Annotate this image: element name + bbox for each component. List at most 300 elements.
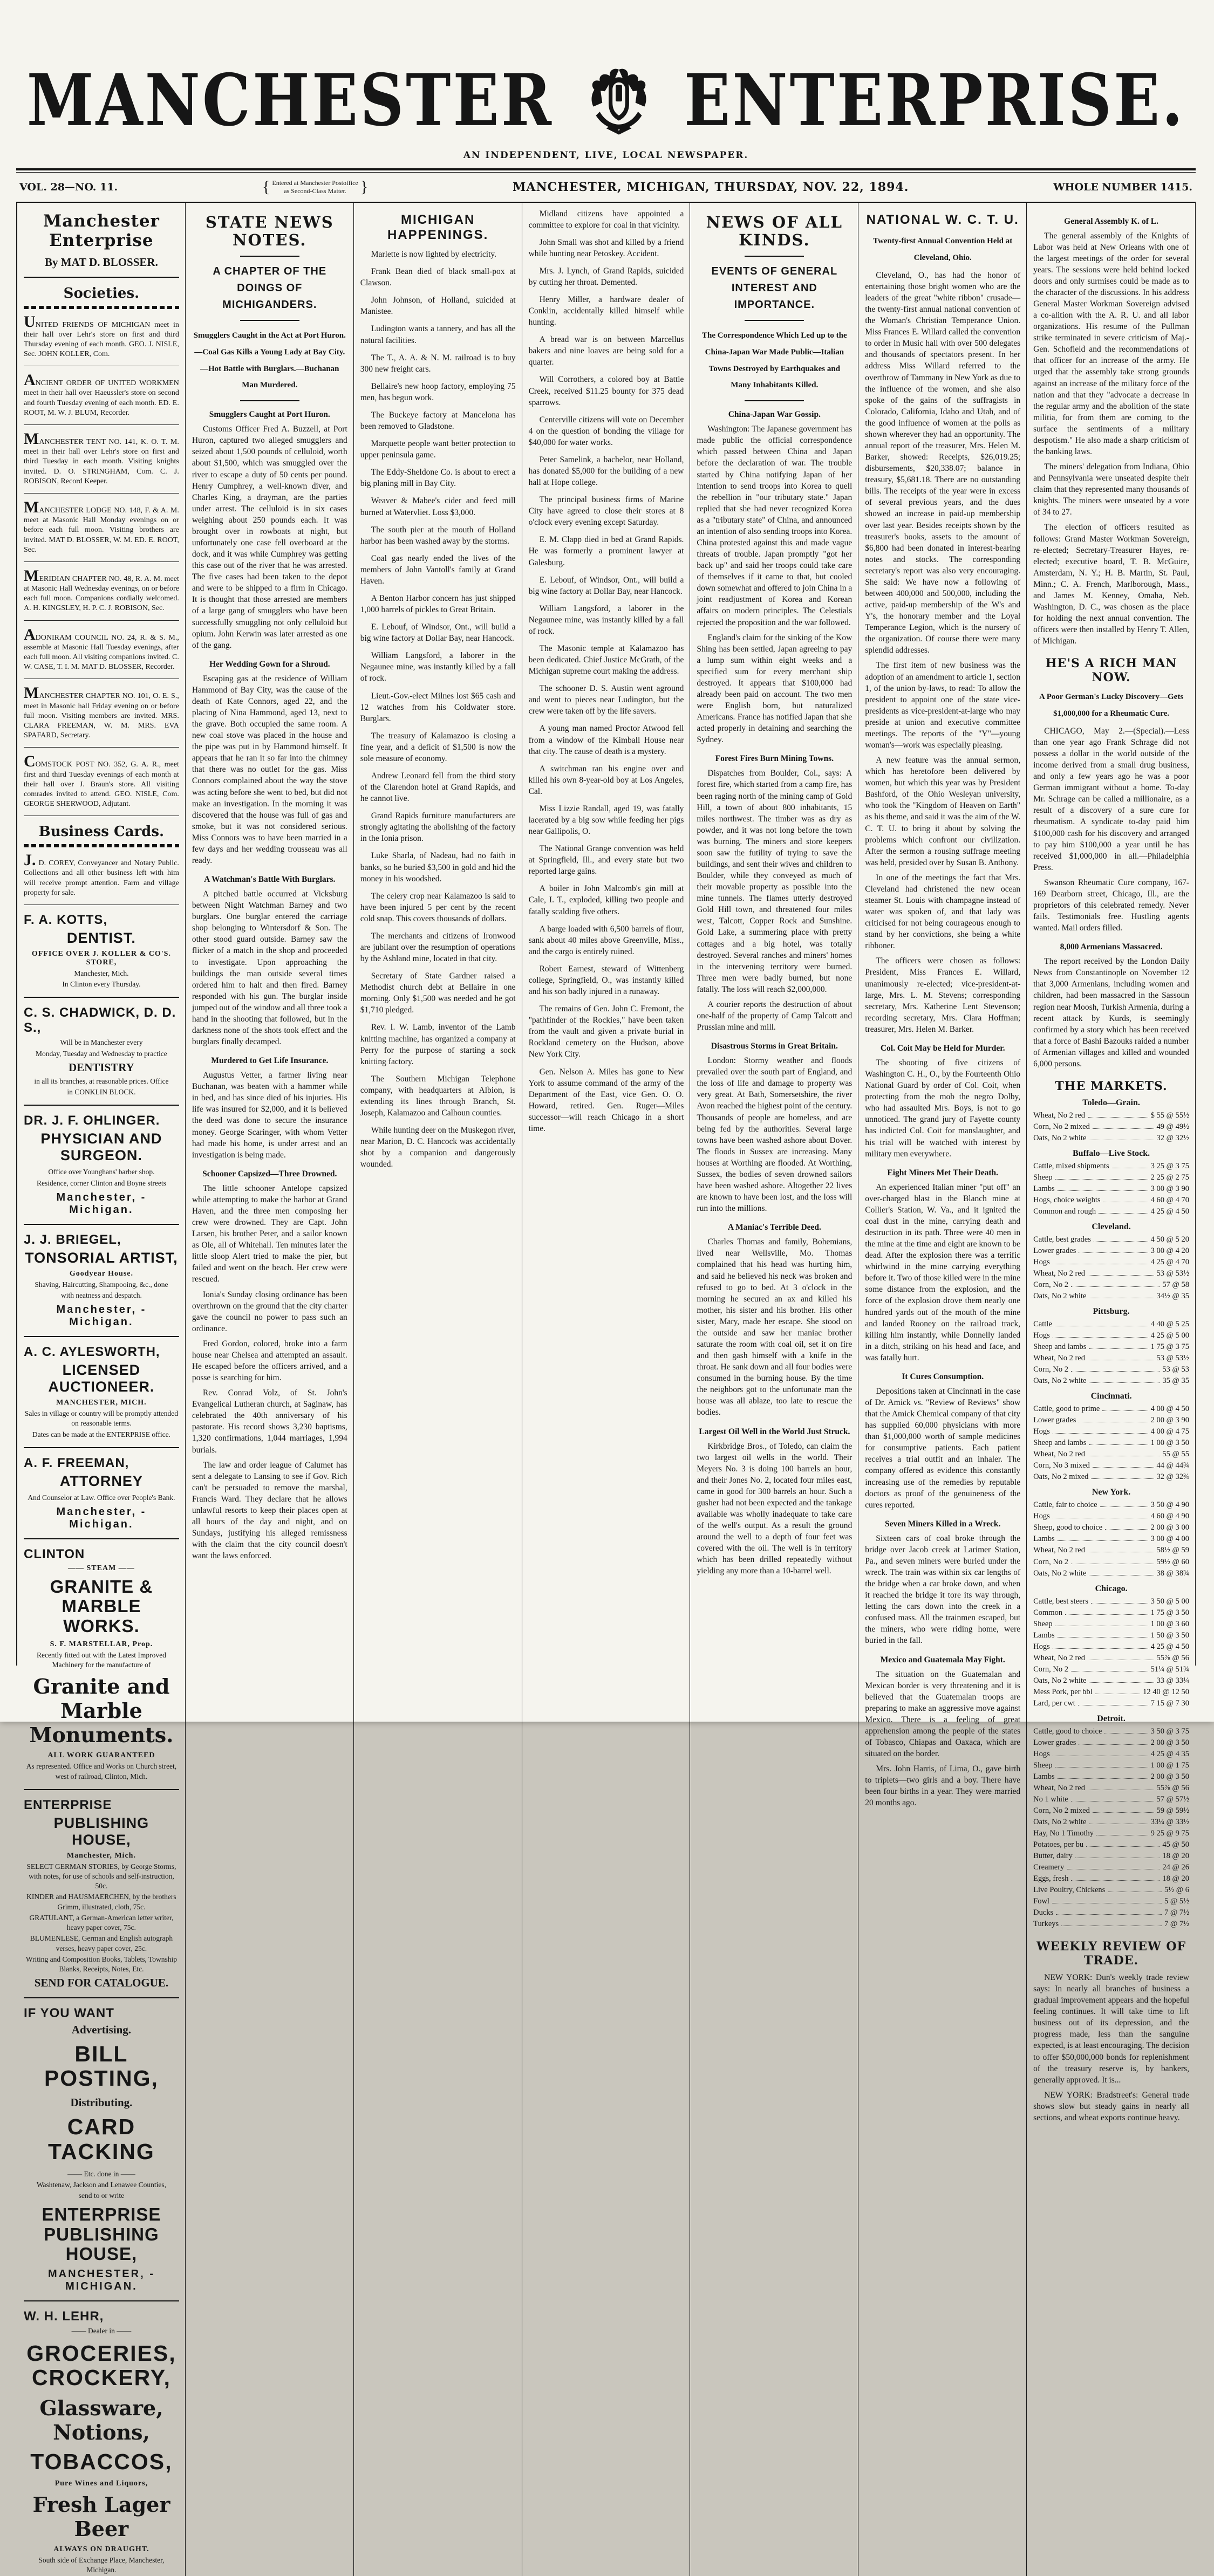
article-heading: Seven Miners Killed in a Wreck. — [865, 1519, 1020, 1529]
leader-dots — [1094, 1241, 1148, 1242]
society-entry: ANCIENT ORDER OF UNITED WORKMEN meet in their hall over Haeussler's store on second and fourth Tuesday evening of each month. ED. E. ROOT, M. W. J. BLUM, Recorder. — [24, 374, 179, 425]
masthead-title-left: MANCHESTER — [27, 65, 554, 136]
ad-line: PHYSICIAN AND SURGEON. — [24, 1131, 179, 1164]
news-brief: A Benton Harbor concern has just shipped 1,000 barrels of pickles to Great Britain. — [360, 593, 516, 615]
society-entry: MANCHESTER CHAPTER NO. 101, O. E. S., meet in Masonic hall Friday evening on or before full moon. Visiting members are invited. MRS. CLARA FREEMAN, W. M. MRS. EVA SPAFARD, Secretary. — [24, 687, 179, 748]
market-row — [1033, 1437, 1189, 1449]
market-city-heading: Detroit. — [1033, 1714, 1189, 1724]
market-row — [1033, 1499, 1189, 1511]
market-item-name: Turkeys — [1033, 1919, 1059, 1930]
market-item-range: 7 15 @ 7 30 — [1151, 1698, 1189, 1709]
article-heading: Schooner Capsized—Three Drowned. — [192, 1169, 347, 1179]
market-item-range: 3 25 @ 3 75 — [1151, 1161, 1189, 1172]
market-row — [1033, 1426, 1189, 1437]
market-item-name: Cattle, best grades — [1033, 1234, 1091, 1245]
article-paragraph: A pitched battle occurred at Vicksburg between Night Watchman Barney and two burglars. One burglar entered the carriage shop belonging to Wintersdorf & Son. The other stood guard outside. Barney saw the flicker of a match in the shop and proceeded to investigate. Upon approaching the buildings the man outside several times ordered him to halt and then fired. Barney responded with his gun. The burglar inside jumped out of the window and all three took a hand in the shooting that followed, but in the darkness none of the shots took effect and the burglars finally decamped. — [192, 888, 347, 1047]
market-item-name: Wheat, No 2 red — [1033, 1449, 1085, 1460]
column-5-news-of-all-kinds — [690, 203, 858, 2576]
leader-dots — [1058, 1778, 1148, 1779]
market-item-range: 51¼ @ 51¾ — [1151, 1664, 1189, 1675]
ad-line: OFFICE OVER J. KOLLER & CO'S. STORE, — [24, 950, 179, 967]
market-row — [1033, 1183, 1189, 1195]
leader-dots — [1091, 1603, 1148, 1604]
article-heading: Forest Fires Burn Mining Towns. — [697, 754, 852, 764]
market-item-range: 58½ @ 59 — [1157, 1545, 1189, 1556]
article-heading: A Maniac's Terrible Deed. — [697, 1223, 852, 1232]
news-brief: Ludington wants a tannery, and has all the natural facilities. — [360, 323, 516, 346]
ad-line: A. C. AYLESWORTH, — [24, 1345, 179, 1360]
market-item-name: Hogs — [1033, 1426, 1050, 1437]
news-brief: William Langsford, a laborer in the Negaunee mine, was instantly killed by a fall of rock. — [360, 650, 516, 684]
ad-line: In Clinton every Thursday. — [24, 979, 179, 989]
ad-line: Writing and Composition Books, Tablets, Township Blanks, Receipts, Notes, Etc. — [24, 1955, 179, 1974]
divider-rule — [24, 1538, 179, 1539]
market-item-name: Hogs — [1033, 1257, 1050, 1268]
ad-line: Manchester, Mich. — [24, 969, 179, 978]
article-paragraph: A courier reports the destruction of about one-half of the property of Camp Talcott and Prussian mine and mill. — [697, 999, 852, 1033]
news-brief: E. Lebouf, of Windsor, Ont., will build a big wine factory at Dollar Bay, near Hancock. — [529, 574, 684, 597]
section-subtitle: A CHAPTER OF THE DOINGS OF MICHIGANDERS. — [192, 263, 347, 313]
page-inner — [16, 23, 1196, 1709]
market-item-range: 3 50 @ 3 75 — [1151, 1726, 1189, 1737]
market-item-range: 5½ @ 6 — [1164, 1885, 1189, 1896]
market-item-range: 1 75 @ 3 75 — [1151, 1341, 1189, 1353]
article-heading: Col. Coit May be Held for Murder. — [865, 1044, 1020, 1053]
market-row — [1033, 1471, 1189, 1483]
news-brief: The principal business firms of Marine City have agreed to close their stores at 8 o'clock every evening except Saturday. — [529, 494, 684, 528]
ad-line: Goodyear House. — [24, 1270, 179, 1278]
divider-rule — [745, 320, 804, 321]
news-brief: Coal gas nearly ended the lives of the members of John Vantoll's family at Grand Haven. — [360, 553, 516, 587]
market-item-name: Corn, No 2 mixed — [1033, 1121, 1090, 1133]
market-row — [1033, 1664, 1189, 1675]
market-item-range: 7 @ 7½ — [1164, 1907, 1189, 1919]
entered-notice — [262, 177, 368, 197]
ad-line: Washtenaw, Jackson and Lenawee Counties, — [24, 2180, 179, 2190]
market-item-range: 4 40 @ 5 25 — [1151, 1319, 1189, 1330]
news-brief: While hunting deer on the Muskegon river, near Marion, D. C. Hancock was accidentally shot by a companion and dangerously wounded. — [360, 1125, 516, 1170]
news-brief: Rev. I. W. Lamb, inventor of the Lamb knitting machine, has organized a company at Perry for the purpose of starting a sock knitting factory. — [360, 1022, 516, 1067]
ad-line: Manchester, Mich. — [24, 1852, 179, 1860]
market-item-name: Hogs — [1033, 1749, 1050, 1760]
market-item-range: 4 50 @ 5 20 — [1151, 1234, 1189, 1245]
news-brief: The celery crop near Kalamazoo is said to have been injured 5 per cent by the recent cold snap. This covers thousands of dollars. — [360, 890, 516, 924]
article-paragraph: NEW YORK: Bradstreet's: General trade shows slow but steady gains in nearly all sections, and wheat exports continue heavy. — [1033, 2089, 1189, 2123]
news-brief: Will Corrothers, a colored boy at Battle Creek, received $11.25 bounty for 375 dead sparrows. — [529, 374, 684, 408]
article-heading: A Watchman's Battle With Burglars. — [192, 875, 347, 885]
news-brief: Grand Rapids furniture manufacturers are strongly agitating the abolishing of the factory in the Ionia prison. — [360, 810, 516, 844]
leader-dots — [1058, 1540, 1148, 1541]
market-item-name: Sheep and lambs — [1033, 1341, 1086, 1353]
market-item-name: Cattle, mixed shipments — [1033, 1161, 1109, 1172]
market-row — [1033, 1641, 1189, 1653]
market-item-range: 49 @ 49½ — [1157, 1121, 1189, 1133]
market-item-range: 33 @ 33¼ — [1157, 1675, 1189, 1687]
ad-line: Pure Wines and Liquors, — [24, 2479, 179, 2488]
ad-line: LICENSED AUCTIONEER. — [24, 1362, 179, 1395]
market-item-range: 2 00 @ 3 00 — [1151, 1522, 1189, 1533]
market-city-heading: Toledo—Grain. — [1033, 1098, 1189, 1108]
news-brief: The south pier at the mouth of Holland harbor has been washed away by the storms. — [360, 524, 516, 547]
article-paragraph: Mrs. John Harris, of Lima, O., gave birth to triplets—two girls and a boy. There have been four births in a year. They were married 20 months ago. — [865, 1763, 1020, 1808]
column-1-business-cards — [17, 203, 186, 2576]
market-row — [1033, 1330, 1189, 1341]
article-paragraph: Fred Gordon, colored, broke into a farm house near Chelsea and attempted an assault. He escaped before the officers arrived, and a posse is searching for him. — [192, 1338, 347, 1383]
news-brief: Luke Sharla, of Nadeau, had no faith in banks, so he buried $3,500 in gold and hid the money in his woodshed. — [360, 850, 516, 884]
ad-line: Residence, corner Clinton and Boyne streets — [24, 1179, 179, 1188]
market-row — [1033, 1279, 1189, 1291]
market-item-name: Potatoes, per bu — [1033, 1839, 1083, 1851]
article-heading: Murdered to Get Life Insurance. — [192, 1056, 347, 1066]
market-row — [1033, 1557, 1189, 1568]
market-item-name: Hogs — [1033, 1511, 1050, 1522]
market-row — [1033, 1896, 1189, 1907]
article-heading: Disastrous Storms in Great Britain. — [697, 1042, 852, 1051]
market-row — [1033, 1206, 1189, 1217]
ad-line: ENTERPRISE — [24, 1798, 179, 1813]
news-brief: A boiler in John Malcomb's gin mill at Cale, I. T., exploded, killing two people and fatally scalding five others. — [529, 883, 684, 917]
column-6-national-wctu — [858, 203, 1027, 2576]
article-heading: 8,000 Armenians Massacred. — [1033, 942, 1189, 952]
market-item-range: 24 @ 26 — [1162, 1862, 1189, 1873]
ad-line: F. A. KOTTS, — [24, 913, 179, 928]
ad-line: —— Etc. done in —— — [24, 2169, 179, 2179]
market-row — [1033, 1403, 1189, 1415]
leader-dots — [1093, 1812, 1154, 1813]
market-item-range: 2 25 @ 2 75 — [1151, 1172, 1189, 1183]
market-item-name: Common — [1033, 1607, 1062, 1619]
market-item-range: 3 00 @ 4 00 — [1151, 1533, 1189, 1545]
market-row — [1033, 1257, 1189, 1268]
market-row — [1033, 1862, 1189, 1873]
article-paragraph: Washington: The Japanese government has made public the official correspondence which passed between China and Japan before the declaration of war. The trouble started by China notifying Japan of her intention to send troops into Korea to quell the rebellion in "our tributary state." Japan replied that she had never recognized Korea as a "tributary state" of China, and announced an intention of also sending troops into Korea. China protested against this and made vague threats of trouble. Japan promptly "got her back up" and said her troops could take care of themselves if it came to that, but cooled down somewhat and offered to join China in a joint readjustment of Korea and Korean affairs on modern principles. The Celestials rejected the proposition and the war followed. — [697, 423, 852, 628]
news-brief: The remains of Gen. John C. Fremont, the "pathfinder of the Rockies," have been taken from the vault and given a private burial in Rockland cemetery on the Hudson, above New York City. — [529, 1003, 684, 1060]
article-deck: Twenty-first Annual Convention Held at Cleveland, Ohio. — [866, 233, 1019, 266]
article-paragraph: Kirkbridge Bros., of Toledo, can claim the two largest oil wells in the world. Their Meyers No. 3 is doing 100 barrels an hour, and their Jones No. 2, located four miles east, came in good for 300 barrels an hour. Such a gusher had not been expected and the tankage available was wholly inadequate to take care of the well's output. As a result the ground around the well to a depth of four feet was covered with the oil. The well is in territory which has been drilled repeatedly without yielding any more than a 10-barrel well. — [697, 1441, 852, 1577]
article-paragraph: The report received by the London Daily News from Constantinople on November 12 that 3,000 Armenians, including women and children, had been massacred in the Sassoun region near Moosh, Turkish Armenia, during a recent attack by Kurds, is seemingly confirmed by a story which has been received that a force of Bashi Bazouks raided a number of Armenian villages and killed and wounded 6,000 persons. — [1033, 956, 1189, 1070]
paper-name-card: Manchester Enterprise — [24, 211, 179, 250]
leader-dots — [1058, 1637, 1148, 1638]
market-item-range: 57 @ 57½ — [1157, 1794, 1189, 1805]
ad-line: DENTISTRY — [24, 1061, 179, 1074]
market-item-name: Corn, No 2 — [1033, 1557, 1068, 1568]
news-brief: Henry Miller, a hardware dealer of Conklin, accidentally killed himself while hunting. — [529, 294, 684, 328]
ad-line: GROCERIES, CROCKERY, — [24, 2341, 179, 2390]
column-section-title: Business Cards. — [24, 824, 179, 840]
market-item-name: Lower grades — [1033, 1737, 1076, 1749]
news-brief: E. Lebouf, of Windsor, Ont., will build a big wine factory at Dollar Bay, near Hancock. — [360, 621, 516, 644]
ad-line: ATTORNEY — [24, 1473, 179, 1490]
leader-dots — [1089, 1348, 1148, 1349]
ad-line: KINDER and HAUSMAERCHEN, by the brothers Grimm, illustrated, cloth, 75c. — [24, 1892, 179, 1912]
market-item-name: Oats, No 2 white — [1033, 1133, 1086, 1144]
market-item-name: Sheep, good to choice — [1033, 1522, 1102, 1533]
market-item-range: 32 @ 32½ — [1157, 1133, 1189, 1144]
market-item-range: 35 @ 35 — [1162, 1375, 1189, 1387]
market-row — [1033, 1794, 1189, 1805]
divider-rule — [24, 1447, 179, 1448]
ad-line: in all its branches, at reasonable prices. Office — [24, 1077, 179, 1086]
masthead — [16, 66, 1196, 136]
news-brief: Bellaire's new hoop factory, employing 75 men, has begun work. — [360, 381, 516, 403]
article-paragraph: Charles Thomas and family, Bohemians, lived near Wellsville, Mo. Thomas complained that his head was hurting him, and said he believed his neck was broken and refused to go to bed. At 3 o'clock in the morning he secured an ax and killed his mother, his sister and his brother. His other sister, Mary, made her escape. She stood on the outside and saw her maniac brother saturate the room with coal oil, set it on fire and then gash himself with a knife in the throat. He sank down and all four bodies were consumed in the burning house. By the time the neighbors got to the unfortunate man the house was all ablaze, too late to rescue the bodies. — [697, 1236, 852, 1418]
market-item-name: Wheat, No 2 red — [1033, 1353, 1085, 1364]
divider-rule — [24, 997, 179, 998]
market-item-range: 4 60 @ 4 70 — [1151, 1195, 1189, 1206]
news-brief: The National Grange convention was held at Springfield, Ill., and every state but two reported large gains. — [529, 843, 684, 877]
market-row — [1033, 1675, 1189, 1687]
market-item-range: 4 60 @ 4 90 — [1151, 1511, 1189, 1522]
market-item-name: Wheat, No 2 red — [1033, 1545, 1085, 1556]
market-city-heading: Chicago. — [1033, 1584, 1189, 1594]
market-item-range: 1 00 @ 1 75 — [1151, 1760, 1189, 1771]
ad-line: in CONKLIN BLOCK. — [24, 1087, 179, 1097]
column-3-michigan-happenings — [354, 203, 522, 2576]
market-row — [1033, 1687, 1189, 1698]
leader-dots — [1102, 1410, 1148, 1411]
ad-line: TONSORIAL ARTIST, — [24, 1250, 179, 1266]
market-item-name: Cattle, fair to choice — [1033, 1499, 1097, 1511]
market-item-name: Hogs, choice weights — [1033, 1195, 1100, 1206]
article-paragraph: The election of officers resulted as follows: Grand Master Workman Sovereign, re-elected; Secretary-Treasurer Hayes, re-elected; executive board, T. B. McGuire, Amsterdam, N. Y.; H. B. Martin, St. Paul, Minn.; C. A. French, Marlborough, Mass., and James M. Kenney, Omaha, Neb. Washington, D. C., was chosen as the place for holding the next annual convention. The officers were then installed by Henry T. Allen, of Michigan. — [1033, 522, 1189, 647]
market-item-range: 4 25 @ 4 50 — [1151, 1641, 1189, 1653]
market-item-range: 55⅞ @ 56 — [1157, 1783, 1189, 1794]
ad-line: GRANITE & MARBLE WORKS. — [24, 1577, 179, 1636]
article-paragraph: The shooting of five citizens of Washington C. H., O., by the Fourteenth Ohio National Guard by order of Col. Coit, when protecting from the mob the negro Dolby, who had assaulted Mrs. Boys, is not to go unnoticed. The grand jury of Fayette county has indicted Col. Coit for manslaughter, and his trial will be watched with interest by military men everywhere. — [865, 1057, 1020, 1160]
ad-line: Office over Younghans' barber shop. — [24, 1167, 179, 1177]
market-row — [1033, 1353, 1189, 1364]
market-item-name: Wheat, No 2 red — [1033, 1653, 1085, 1664]
society-entry: COMSTOCK POST NO. 352, G. A. R., meet first and third Tuesday evenings of each month at their hall over J. Braun's store. All visiting comrades invited to attend. GEO. NISLE, Com. GEORGE SHERWOOD, Adjutant. — [24, 755, 179, 816]
leader-dots — [1058, 1190, 1148, 1191]
market-city-heading: New York. — [1033, 1488, 1189, 1497]
news-brief: John Johnson, of Holland, suicided at Manistee. — [360, 294, 516, 317]
ad-line: Distributing. — [24, 2096, 179, 2109]
ad-line: Manchester, - Michigan. — [24, 1304, 179, 1328]
ad-line: By MAT D. BLOSSER. — [24, 256, 179, 269]
market-item-range: 2 00 @ 3 50 — [1151, 1737, 1189, 1749]
leader-dots — [1088, 1117, 1148, 1118]
market-item-name: Corn, No 2 — [1033, 1279, 1068, 1291]
article-paragraph: Customs Officer Fred A. Buzzell, at Port Huron, captured two alleged smugglers and seized about 1,500 pounds of celluloid, worth about $1,500, which was smuggled over the river to escape a duty of 50 cents per pound. Henry Cumphrey, a well-known diver, and Charles King, a drayman, are the parties under arrest. The celluloid is in six cases weighing about 250 pounds each. It was brought over in rowboats at night, but unfortunately one case fell overboard at the dock, and it was while Cumphrey was getting this case out of the river that he was arrested. The five cases had been taken to the depot and were to be shipped to a firm in Chicago. It is thought that those arrested are members of a large gang of smugglers who have been successfully smuggling not only celluloid but opium. John Kerwin was later arrested as one of the gang. — [192, 423, 347, 651]
ad-line: GRATULANT, a German-American letter writer, heavy paper cover, 75c. — [24, 1913, 179, 1933]
leader-dots — [1093, 1128, 1154, 1129]
leader-dots — [1056, 1914, 1162, 1915]
news-brief: The merchants and citizens of Ironwood are jubilant over the resumption of operations by the Ashland mine, located in that city. — [360, 930, 516, 964]
article-paragraph: The general assembly of the Knights of Labor was held at New Orleans with one of the largest meetings of the order for several years. The sessions were held behind locked doors and only surmises could be made as to the character of the discussions. In his address General Master Workman Sovereign advised a co-alition with the A. R. U. and all labor organizations. His resume of the Pullman strike terminated in severe criticism of Maj.-Gen. Schofield and the recommendations of that officer for an increase of the army. He urged that the assembly take strong grounds against an increase of the military force of the nation and that they "advocate a decrease in the regular army and the abolition of the state militia, for from them are coming to the surface the sentiments of a military despotism." He also made a sharp criticism of the banking laws. — [1033, 230, 1189, 458]
ad-line: MANCHESTER, MICH. — [24, 1399, 179, 1407]
divider-rule — [240, 400, 299, 401]
market-item-name: Oats, No 2 white — [1033, 1291, 1086, 1302]
article-heading: Mexico and Guatemala May Fight. — [865, 1655, 1020, 1665]
ad-line: DENTIST. — [24, 930, 179, 947]
market-item-range: 4 00 @ 4 50 — [1151, 1403, 1189, 1415]
market-city-heading: Buffalo—Live Stock. — [1033, 1149, 1189, 1159]
market-item-range: 7 @ 7½ — [1164, 1919, 1189, 1930]
ad-line: SELECT GERMAN STORIES, by George Storms, with notes, for use of schools and self-instruction, 50c. — [24, 1862, 179, 1892]
market-item-name: Corn, No 2 mixed — [1033, 1805, 1090, 1817]
ad-line: Will be in Manchester every — [24, 1038, 179, 1047]
leader-dots — [1089, 1382, 1160, 1383]
society-entry: MERIDIAN CHAPTER NO. 48, R. A. M. meet at Masonic Hall Wednesday evenings, on or before each full moon. Companions cordially welcomed. A. H. KINGSLEY, H. P. C. J. ROBISON, Sec. — [24, 570, 179, 621]
left-brace-glyph: { — [262, 177, 270, 197]
article-heading: Eight Miners Met Their Death. — [865, 1168, 1020, 1178]
market-item-range: 45 @ 50 — [1162, 1839, 1189, 1851]
article-paragraph: Escaping gas at the residence of William Hammond of Bay City, was the cause of the death of Kate Connors, aged 22, and the placing of Nina Hammond, aged 13, next to the grave. Both occupied the same room. A new coal stove was placed in the house and the pipe was put in by Hammond himself. It appears that he ran it so far into the chimney that there was no outlet for the gas. Miss Connors complained about the way the stove was acting before she went to bed, but did not make an investigation. In the morning it was discovered that the house was full of gas and smoke, but it was not considered serious. Miss Connors was to have been married in a few days and her wedding trousseau was all ready. — [192, 673, 347, 866]
ad-line: send to or write — [24, 2191, 179, 2201]
society-entry: J. D. COREY, Conveyancer and Notary Public. Collections and all other business left with him will receive prompt attention. Farm and village property for sale. — [24, 854, 179, 905]
divider-rule — [24, 1997, 179, 1998]
market-item-range: 18 @ 20 — [1162, 1873, 1189, 1885]
ad-line: with neatness and despatch. — [24, 1291, 179, 1300]
market-row — [1033, 1511, 1189, 1522]
market-item-range: 53 @ 53½ — [1157, 1353, 1189, 1364]
leader-dots — [1089, 1444, 1148, 1445]
market-row — [1033, 1319, 1189, 1330]
market-row — [1033, 1522, 1189, 1533]
market-item-range: 4 25 @ 5 00 — [1151, 1330, 1189, 1341]
news-brief: Marlette is now lighted by electricity. — [360, 249, 516, 260]
market-item-range: 33¼ @ 33½ — [1151, 1817, 1189, 1828]
market-row — [1033, 1873, 1189, 1885]
news-brief: The Southern Michigan Telephone company, with headquarters at Albion, is extending its lines through Branch, St. Joseph, Kalamazoo and Calhoun counties. — [360, 1073, 516, 1119]
market-item-name: Creamery — [1033, 1862, 1064, 1873]
market-row — [1033, 1885, 1189, 1896]
market-item-range: 44 @ 44¾ — [1157, 1460, 1189, 1471]
market-item-range: 2 00 @ 3 90 — [1151, 1415, 1189, 1426]
leader-dots — [1053, 1648, 1148, 1649]
article-paragraph: Cleveland, O., has had the honor of entertaining those bright women who are the leaders of the great "white ribbon" crusade—the twenty-first annual national convention of the Woman's Christian Temperance Union. Miss Frances E. Willard called the convention to order in Music hall with over 500 delegates and thousands of spectators present. In her address Miss Willard referred to the overthrow of Tammany in New York as due to the influence of the women, and she also spoke of the gains of the suffragists in Colorado, California, Idaho and Utah, and of the good influence of women at the polls as shown wherever they had an opportunity. The annual report of the treasurer, Mrs. Helen M. Barker, showed: Receipts, $26,019.25; disbursements, $20,338.07; balance in treasury, $5,681.18. There are no outstanding bills. The receipts of the year were in excess of several previous years, and the dues showed an increase in paid-up membership over last year. Besides receipts shown by the treasurer's books, assets to the amount of $6,800 had been donated in interest-bearing notes and stocks. The corresponding secretary's report was also very encouraging. She said: We have now a following of between 400,000 and 500,000, including the active, paid-up membership of the W's and Y's, the honorary member and the Loyal Temperance Legion, which is the nursery of the organization. Of course there were many splendid addresses. — [865, 270, 1020, 656]
market-row — [1033, 1291, 1189, 1302]
market-item-range: 5 @ 5½ — [1164, 1896, 1189, 1907]
masthead-double-rule — [16, 168, 1196, 173]
ad-line: Glassware, Notions, — [24, 2396, 179, 2444]
article-paragraph: The miners' delegation from Indiana, Ohio and Pennsylvania were unseated despite their claim that they represented many thousands of knights. The miners were unseated by a vote of 34 to 27. — [1033, 461, 1189, 518]
news-brief: A young man named Proctor Atwood fell from a window of the Kimball House near that city. The cause of death is a mystery. — [529, 723, 684, 757]
news-brief: A bread war is on between Marcellus bakers and nine loaves are being sold for a quarter. — [529, 334, 684, 368]
market-row — [1033, 1630, 1189, 1641]
market-row — [1033, 1415, 1189, 1426]
news-brief: A barge loaded with 6,500 barrels of flour, sank about 40 miles above Greenville, Miss., and the cargo is entirely ruined. — [529, 923, 684, 957]
leader-dots — [1089, 1682, 1154, 1683]
article-paragraph: The situation on the Guatemalan and Mexican border is very threatening and it is believed that the Guatemalan troops are preparing to make an aggressive move against Mexico. There is a feeling of great apprehension among the people of the states of Tobasco, Chiapas and Oaxaca, which are situated on the border. — [865, 1669, 1020, 1760]
divider-rule — [240, 320, 299, 321]
divider-rule — [24, 1105, 179, 1106]
market-item-name: Mess Pork, per bbl — [1033, 1687, 1093, 1698]
article-paragraph: Rev. Conrad Volz, of St. John's Evangelical Lutheran church, at Saginaw, has celebrated the 40th anniversary of his pastorate. His record shows 3,230 baptisms, 1,320 confirmations, 1,044 marriages, 1,994 burials. — [192, 1387, 347, 1455]
market-item-name: Lambs — [1033, 1533, 1054, 1545]
society-entry: ADONIRAM COUNCIL NO. 24, R. & S. M., assemble at Masonic Hall Tuesday evenings, after each full moon. All visiting companions invited. C. W. CASE, T. I. M. MAT D. BLOSSER, Recorder. — [24, 628, 179, 680]
divider-rule — [745, 400, 804, 401]
market-row — [1033, 1133, 1189, 1144]
market-item-name: Sheep and lambs — [1033, 1437, 1086, 1449]
market-item-name: Corn, No 2 — [1033, 1664, 1068, 1675]
ad-line: Recently fitted out with the Latest Improved Machinery for the manufacture of — [24, 1650, 179, 1670]
market-item-name: Cattle — [1033, 1319, 1052, 1330]
market-row — [1033, 1737, 1189, 1749]
market-item-range: 53 @ 53 — [1162, 1364, 1189, 1375]
ad-line: S. F. MARSTELLAR, Prop. — [24, 1640, 179, 1649]
ad-line: South side of Exchange Place, Manchester, Michigan. — [24, 2556, 179, 2575]
ad-line: CLINTON — [24, 1547, 179, 1562]
market-row — [1033, 1341, 1189, 1353]
wavy-rule — [24, 306, 179, 309]
article-deck: Smugglers Caught in the Act at Port Huron.—Coal Gas Kills a Young Lady at Bay City.—Hot Battle with Burglars.—Buchanan Man Murdered. — [193, 327, 346, 394]
market-item-name: Oats, No 2 mixed — [1033, 1471, 1088, 1483]
divider-rule — [24, 1336, 179, 1337]
market-item-range: 3 00 @ 3 90 — [1151, 1183, 1189, 1195]
leader-dots — [1100, 1506, 1148, 1507]
news-brief: William Langsford, a laborer in the Negaunee mine, was instantly killed by a fall of rock. — [529, 603, 684, 637]
market-row — [1033, 1839, 1189, 1851]
leader-dots — [1079, 1252, 1148, 1253]
news-brief: The Masonic temple at Kalamazoo has been dedicated. Chief Justice McGrath, of the Michigan supreme court making the address. — [529, 643, 684, 677]
market-row — [1033, 1749, 1189, 1760]
article-paragraph: The first item of new business was the adoption of an amendment to article 1, section 1, of the union by-laws, to read: To allow the president to appoint one of the state vice-presidents as vice-president-at-large who may preside at union and executive committee meetings. The reports of the "Y"—young woman's—work was especially pleasing. — [865, 660, 1020, 751]
market-item-name: Hogs — [1033, 1641, 1050, 1653]
market-item-range: 1 00 @ 3 50 — [1151, 1437, 1189, 1449]
market-item-name: Cattle, best steers — [1033, 1596, 1088, 1607]
market-item-name: Lower grades — [1033, 1415, 1076, 1426]
market-row — [1033, 1268, 1189, 1279]
market-item-name: Lower grades — [1033, 1245, 1076, 1257]
article-paragraph: The little schooner Antelope capsized while attempting to make the harbor at Grand Haven, and the three men composing her crew were drowned. They are Capt. John Larsen, his brother Peter, and a sailor known as Ole, all of Whitehall. Ten minutes later the little sloop Alert tried to make the pier, but failed and went on the beach. Her crew were rescued. — [192, 1183, 347, 1285]
market-item-name: Lambs — [1033, 1630, 1054, 1641]
news-brief: Andrew Leonard fell from the third story of the Clarendon hotel at Grand Rapids, and he cannot live. — [360, 770, 516, 804]
society-entry: MANCHESTER TENT NO. 141, K. O. T. M. meet in their hall over Lehr's store on first and third Tuesday in each month. Visiting knights invited. D. O. STRINGHAM, Com. C. J. ROBISON, Record Keeper. — [24, 433, 179, 494]
ad-line: CARD TACKING — [24, 2115, 179, 2163]
article-heading: Her Wedding Gown for a Shroud. — [192, 660, 347, 669]
market-item-name: Sheep — [1033, 1172, 1052, 1183]
market-item-range: 57 @ 58 — [1162, 1279, 1189, 1291]
article-paragraph: NEW YORK: Dun's weekly trade review says: In nearly all branches of business a gradual improvement appears and the hopeful feeling continues. It will take time to lift business out of its depression, and the progress made, less than the sanguine expected, is at least encouraging. The decision to offer $50,000,000 bonds for replenishment of the treasury reserve is, by bankers, generally approved. It is... — [1033, 1972, 1189, 2086]
article-heading: China-Japan War Gossip. — [697, 410, 852, 420]
market-row — [1033, 1805, 1189, 1817]
market-item-range: 3 00 @ 4 20 — [1151, 1245, 1189, 1257]
ad-line: —— Dealer in —— — [24, 2326, 179, 2336]
market-item-range: 53 @ 53½ — [1157, 1268, 1189, 1279]
ad-line: Manchester, - Michigan. — [24, 1506, 179, 1531]
news-brief: Secretary of State Gardner raised a Methodist church debt at Bellaire in one morning. Only $1,500 was needed and he got $1,710 pledged. — [360, 970, 516, 1016]
article-heading: Largest Oil Well in the World Just Struck. — [697, 1427, 852, 1437]
news-brief: A switchman ran his engine over and killed his own 8-year-old boy at Los Angeles, Cal. — [529, 763, 684, 797]
market-item-name: Cattle, good to choice — [1033, 1726, 1102, 1737]
article-paragraph: A new feature was the annual sermon, which has heretofore been delivered by women, but which this year was by President Bashford, of the Ohio Wesleyan university, who took the "Kingdom of Heaven on Earth" as his theme, and said it was the aim of the W. C. T. U. to bring it about by solving the problems which confront our civilization. After the sermon a rousing suffrage meeting was held, presided over by Susan B. Anthony. — [865, 755, 1020, 868]
news-brief: Frank Bean died of black small-pox at Clawson. — [360, 266, 516, 289]
market-item-range: 18 @ 20 — [1162, 1851, 1189, 1862]
leader-dots — [1055, 1179, 1148, 1180]
dateline-row — [16, 173, 1196, 203]
society-entry: UNITED FRIENDS OF MICHIGAN meet in their hall over Lehr's store on first and third Thursday evening of each month. GEO. J. NISLE, Sec. JOHN KOLLER, Com. — [24, 316, 179, 367]
ad-line: ENTERPRISE PUBLISHING HOUSE, — [24, 2205, 179, 2264]
ad-line: Granite and Marble Monuments. — [24, 1674, 179, 1747]
news-brief: Miss Lizzie Randall, aged 19, was fatally lacerated by a big sow while feeding her pigs near Gallipolis, O. — [529, 803, 684, 837]
market-item-name: No 1 white — [1033, 1794, 1068, 1805]
news-brief: Robert Earnest, steward of Wittenberg college, Springfield, O., was instantly killed and his son badly injured in a runaway. — [529, 963, 684, 997]
market-item-name: Eggs, fresh — [1033, 1873, 1068, 1885]
market-item-range: $ 55 @ 55½ — [1151, 1110, 1189, 1121]
market-item-name: Wheat, No 2 red — [1033, 1268, 1085, 1279]
divider-rule — [24, 2300, 179, 2301]
ad-line: Fresh Lager Beer — [24, 2492, 179, 2541]
ad-line: BLUMENLESE, German and English autograph verses, heavy paper cover, 25c. — [24, 1934, 179, 1953]
market-row — [1033, 1817, 1189, 1828]
market-item-name: Oats, No 2 white — [1033, 1568, 1086, 1579]
market-city-heading: Pittsburg. — [1033, 1307, 1189, 1317]
article-paragraph: CHICAGO, May 2.—(Special).—Less than one year ago Frank Schrage did not possess a dollar in the world outside of the income derived from a small drug business, and only a few years ago he was a poor German immigrant without a home. To-day Mr. Schrage can be called a millionaire, as a result of a discovery of a sure cure for rheumatism. A syndicate to-day paid him $100,000 cash for his discovery and arranged to pay him $100,000 a year until he has received $1,000,000 in all.—Philadelphia Press. — [1033, 725, 1189, 873]
market-item-range: 59 @ 59½ — [1157, 1805, 1189, 1817]
article-paragraph: Sixteen cars of coal broke through the bridge over Jacob creek at Larimer Station, Pa., and seven miners were buried under the wreck. The train was within six car lengths of the bridge when a car broke down, and when it reached the bridge it tore its way through, letting the cars down into the creek in a confused mass. All the trainmen escaped, but the miners, who were riding home, were buried in the fall. — [865, 1533, 1020, 1647]
